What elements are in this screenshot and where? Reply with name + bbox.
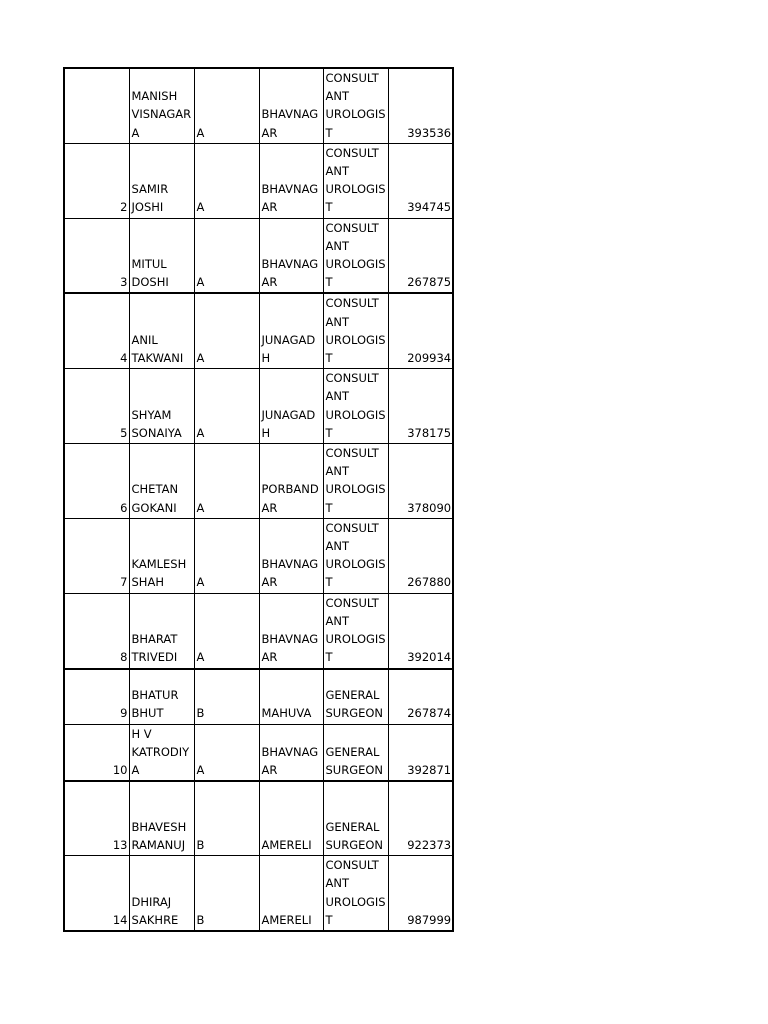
cell-designation[interactable]: CONSULT ANT UROLOGIS T — [323, 593, 388, 668]
cell-serial-number[interactable]: 14 — [64, 856, 129, 931]
cell-city[interactable]: BHAVNAG AR — [259, 724, 323, 781]
table-row — [64, 444, 453, 519]
cell-city[interactable]: BHAVNAG AR — [259, 518, 323, 593]
cell-city[interactable]: MAHUVA — [259, 669, 323, 725]
cell-code[interactable]: 209934 — [388, 293, 453, 368]
cell-serial-number[interactable]: 9 — [64, 669, 129, 725]
cell-city[interactable]: BHAVNAG AR — [259, 68, 323, 143]
cell-doctor-name[interactable]: BHATUR BHUT — [129, 669, 194, 725]
cell-designation[interactable]: GENERAL SURGEON — [323, 669, 388, 725]
cell-designation[interactable]: CONSULT ANT UROLOGIS T — [323, 218, 388, 293]
cell-grade[interactable]: B — [194, 781, 259, 856]
cell-serial-number[interactable]: 6 — [64, 444, 129, 519]
cell-doctor-name[interactable]: BHARAT TRIVEDI — [129, 593, 194, 668]
cell-doctor-name[interactable]: MANISH VISNAGAR A — [129, 68, 194, 143]
cell-serial-number[interactable]: 13 — [64, 781, 129, 856]
cell-city[interactable]: AMERELI — [259, 781, 323, 856]
cell-doctor-name[interactable]: KAMLESH SHAH — [129, 518, 194, 593]
cell-designation[interactable]: CONSULT ANT UROLOGIS T — [323, 369, 388, 444]
table-row — [64, 518, 453, 593]
cell-grade[interactable]: A — [194, 293, 259, 368]
cell-code[interactable]: 378090 — [388, 444, 453, 519]
cell-city[interactable]: JUNAGAD H — [259, 369, 323, 444]
cell-code[interactable]: 987999 — [388, 856, 453, 931]
cell-designation[interactable]: GENERAL SURGEON — [323, 781, 388, 856]
table-row — [64, 218, 453, 293]
cell-doctor-name[interactable]: CHETAN GOKANI — [129, 444, 194, 519]
cell-designation[interactable]: CONSULT ANT UROLOGIS T — [323, 293, 388, 368]
cell-city[interactable]: AMERELI — [259, 856, 323, 931]
cell-grade[interactable]: A — [194, 218, 259, 293]
cell-doctor-name[interactable]: H V KATRODIY A — [129, 724, 194, 781]
cell-doctor-name[interactable]: DHIRAJ SAKHRE — [129, 856, 194, 931]
table-row — [64, 369, 453, 444]
cell-code[interactable]: 267880 — [388, 518, 453, 593]
table-row — [64, 593, 453, 668]
table-row — [64, 669, 453, 725]
cell-doctor-name[interactable]: SAMIR JOSHI — [129, 143, 194, 218]
table-row — [64, 724, 453, 781]
cell-serial-number[interactable]: 3 — [64, 218, 129, 293]
cell-doctor-name[interactable]: BHAVESH RAMANUJ — [129, 781, 194, 856]
cell-code[interactable]: 378175 — [388, 369, 453, 444]
cell-designation[interactable]: CONSULT ANT UROLOGIS T — [323, 856, 388, 931]
cell-designation[interactable]: CONSULT ANT UROLOGIS T — [323, 143, 388, 218]
cell-serial-number[interactable]: 5 — [64, 369, 129, 444]
cell-doctor-name[interactable]: MITUL DOSHI — [129, 218, 194, 293]
cell-doctor-name[interactable]: ANIL TAKWANI — [129, 293, 194, 368]
cell-grade[interactable]: A — [194, 143, 259, 218]
cell-serial-number[interactable]: 4 — [64, 293, 129, 368]
cell-grade[interactable]: B — [194, 669, 259, 725]
cell-city[interactable]: PORBAND AR — [259, 444, 323, 519]
cell-code[interactable]: 267875 — [388, 218, 453, 293]
cell-serial-number[interactable]: 7 — [64, 518, 129, 593]
spreadsheet-body — [64, 68, 453, 931]
cell-designation[interactable]: CONSULT ANT UROLOGIS T — [323, 518, 388, 593]
cell-doctor-name[interactable]: SHYAM SONAIYA — [129, 369, 194, 444]
cell-designation[interactable]: GENERAL SURGEON — [323, 724, 388, 781]
cell-city[interactable]: BHAVNAG AR — [259, 593, 323, 668]
cell-grade[interactable]: A — [194, 444, 259, 519]
cell-grade[interactable]: A — [194, 369, 259, 444]
table-row — [64, 856, 453, 931]
cell-city[interactable]: BHAVNAG AR — [259, 143, 323, 218]
cell-code[interactable]: 394745 — [388, 143, 453, 218]
table-row — [64, 68, 453, 143]
table-row — [64, 781, 453, 856]
spreadsheet-table — [63, 67, 454, 932]
cell-grade[interactable]: A — [194, 593, 259, 668]
cell-code[interactable]: 393536 — [388, 68, 453, 143]
cell-grade[interactable]: A — [194, 68, 259, 143]
cell-designation[interactable]: CONSULT ANT UROLOGIS T — [323, 444, 388, 519]
cell-serial-number[interactable]: 10 — [64, 724, 129, 781]
table-row — [64, 293, 453, 368]
cell-city[interactable]: JUNAGAD H — [259, 293, 323, 368]
cell-code[interactable]: 922373 — [388, 781, 453, 856]
cell-code[interactable]: 267874 — [388, 669, 453, 725]
cell-serial-number[interactable]: 8 — [64, 593, 129, 668]
table-row — [64, 143, 453, 218]
cell-designation[interactable]: CONSULT ANT UROLOGIS T — [323, 68, 388, 143]
cell-serial-number[interactable]: 2 — [64, 143, 129, 218]
cell-grade[interactable]: A — [194, 724, 259, 781]
cell-code[interactable]: 392014 — [388, 593, 453, 668]
cell-grade[interactable]: B — [194, 856, 259, 931]
cell-city[interactable]: BHAVNAG AR — [259, 218, 323, 293]
cell-grade[interactable]: A — [194, 518, 259, 593]
cell-serial-number[interactable] — [64, 68, 129, 143]
cell-code[interactable]: 392871 — [388, 724, 453, 781]
